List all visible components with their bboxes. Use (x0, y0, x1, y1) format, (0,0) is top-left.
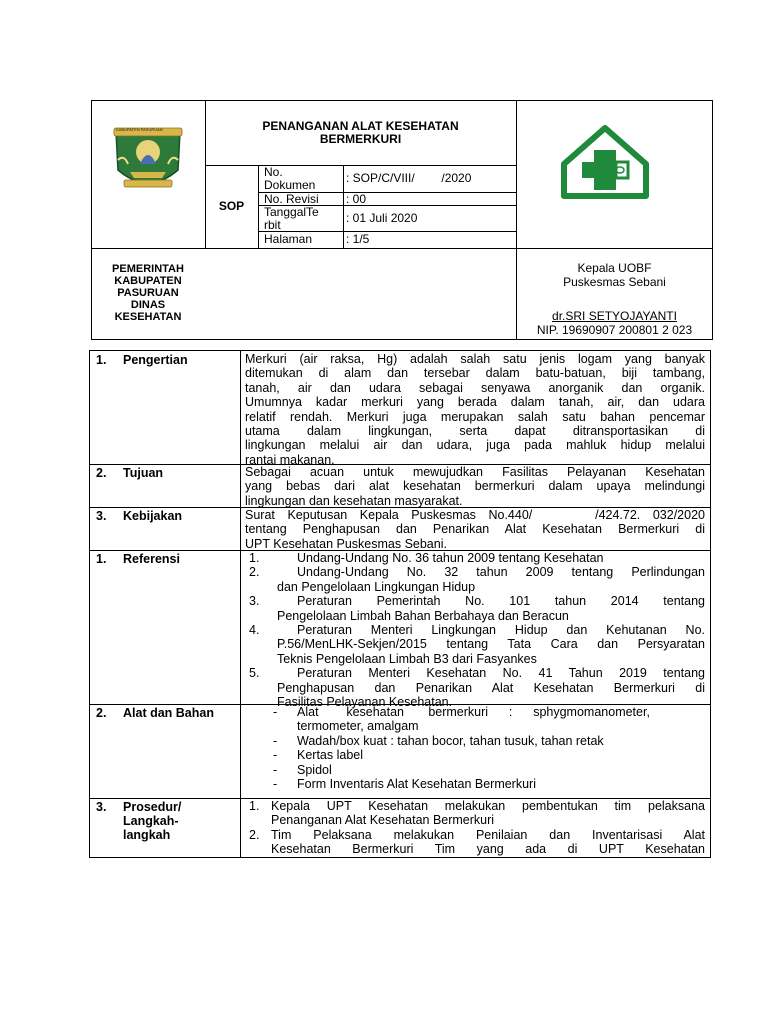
body-line: rantai makanan. (245, 452, 335, 467)
signatory-name: dr.SRI SETYOJAYANTI (552, 309, 677, 323)
dash-bullet: - (273, 705, 278, 719)
list-item (245, 594, 705, 623)
section-number: 1. (96, 353, 107, 367)
section-number: 3. (96, 509, 107, 523)
body-line: Penanganan Alat Kesehatan Bermerkuri (271, 813, 495, 828)
body-line: Fasilitas Pelayanan Kesehatan. (277, 695, 453, 710)
org-line: DINAS (130, 299, 166, 311)
section-body-tujuan (245, 465, 705, 508)
body-line: Peraturan Menteri Kesehatan No. 41 Tahun 2019 tentang (297, 666, 705, 681)
section-number: 2. (96, 706, 107, 720)
list-item (245, 799, 705, 828)
label-line: Prosedur/ (123, 800, 182, 814)
field-label (264, 206, 319, 232)
list-item (245, 777, 705, 791)
org-line: PASURUAN (117, 287, 179, 299)
body-line: Sebagai acuan untuk mewujudkan Fasilitas Pelayanan Kesehatan (245, 465, 705, 479)
label-line: Langkah- (123, 814, 179, 828)
body-line: Alat kesehatan bermerkuri : sphygmomanometer, (297, 705, 650, 719)
body-line: dan Pengelolaan Lingkungan Hidup (277, 579, 476, 594)
body-line: Teknis Pengelolaan Limbah B3 dari Fasyankes (277, 651, 537, 666)
signatory-title-line: Kepala UOBF (577, 261, 652, 275)
label-line: langkah (123, 828, 171, 842)
column-divider (240, 351, 241, 857)
section-label-prosedur (123, 800, 181, 842)
body-line: Tim Pelaksana melakukan Penilaian dan Inventarisasi Alat (271, 827, 705, 842)
section-label-pengertian: Pengertian (123, 353, 188, 367)
body-line: Peraturan Pemerintah No. 101 tahun 2014 tentang (297, 594, 705, 609)
signatory-title-line: Puskesmas Sebani (563, 275, 666, 289)
dash-bullet: - (273, 733, 278, 748)
list-item (245, 565, 705, 594)
green-cross-health-logo-icon (560, 124, 650, 200)
body-line: utama dalam lingkungan, serta dapat ditransportasikan di (245, 424, 705, 439)
body-line: Spidol (297, 762, 332, 777)
org-line: KABUPATEN (114, 275, 182, 287)
body-line: Pengelolaan Limbah Bahan Berbahaya dan Beracun (277, 608, 569, 623)
header-divider (91, 248, 713, 249)
section-label-alat-dan-bahan: Alat dan Bahan (123, 706, 214, 720)
section-number: 3. (96, 800, 107, 814)
org-line: PEMERINTAH (112, 263, 184, 275)
sop-title-line: PENANGANAN ALAT KESEHATAN (262, 119, 459, 133)
list-number: 2. (249, 827, 260, 842)
body-line: Surat Keputusan Kepala Puskesmas No.440/ /424.72. 032/2020 (245, 508, 705, 522)
dash-bullet: - (273, 762, 278, 777)
org-line: KESEHATAN (114, 311, 182, 323)
body-line: relatif rendah. Merkuri juga merupakan salah satu bahan pencemar (245, 409, 705, 424)
body-line: UPT Kesehatan Puskesmas Sebani. (245, 536, 447, 551)
header-divider (343, 165, 344, 248)
field-label-line: No. (264, 165, 283, 179)
body-line: Wadah/box kuat : tahan bocor, tahan tusuk, tahan retak (297, 733, 604, 748)
list-number: 3. (249, 594, 260, 609)
body-line: P.56/MenLHK-Sekjen/2015 tentang Tata Cara dan Persyaratan (277, 637, 705, 652)
body-line: Kesehatan Bermerkuri Tim yang ada di UPT Kesehatan (271, 842, 705, 857)
dash-bullet: - (273, 748, 278, 763)
body-line: tentang Penghapusan dan Penarikan Alat Kesehatan Bermerkuri di (245, 522, 705, 537)
list-item (245, 551, 705, 565)
list-item (245, 705, 705, 734)
body-line: lingkungan dan kesehatan masyarakat. (245, 493, 463, 508)
header-divider (516, 100, 517, 340)
list-item (245, 763, 705, 777)
list-number: 1. (249, 799, 260, 813)
list-number: 5. (249, 666, 260, 681)
reference-list (245, 551, 705, 709)
body-line: Kepala UPT Kesehatan melakukan pembentukan tim pelaksana (271, 799, 705, 813)
section-number: 2. (96, 466, 107, 480)
body-line: yang bebas dari alat kesehatan bermerkuri dalam upaya melindungi (245, 479, 705, 494)
list-number: 2. (249, 565, 260, 580)
sop-label: SOP (218, 199, 245, 213)
list-item (245, 734, 705, 748)
section-body-kebijakan (245, 508, 705, 551)
left-logo-text: KABUPATEN PASURUAN (116, 127, 163, 132)
field-label (264, 166, 315, 192)
body-line: Umumnya kadar merkuri yang berada dalam tanah, air, dan udara (245, 395, 705, 410)
body-line: Kertas label (297, 748, 364, 763)
body-line: Form Inventaris Alat Kesehatan Bermerkuri (297, 777, 536, 792)
section-body-pengertian (245, 352, 705, 467)
sop-title-line: BERMERKURI (319, 132, 402, 146)
section-label-tujuan: Tujuan (123, 466, 164, 480)
section-label-referensi: Referensi (123, 552, 180, 566)
header-divider (205, 165, 516, 166)
field-label-line: Dokumen (264, 178, 316, 192)
list-number: 4. (249, 623, 260, 638)
section-label-kebijakan: Kebijakan (123, 509, 183, 523)
body-line: tanah, air dan udara sebagai senyawa anorganik dan organik. (245, 380, 705, 395)
field-label-line: rbit (264, 218, 281, 232)
field-label-line: TanggalTe (264, 205, 319, 219)
header-divider (258, 165, 259, 248)
body-line: Peraturan Menteri Lingkungan Hidup dan Kehutanan No. (297, 623, 705, 638)
list-number: 1. (249, 551, 260, 565)
signatory-title (516, 261, 713, 289)
list-item (245, 623, 705, 666)
list-item (245, 666, 705, 709)
body-line: Undang-Undang No. 36 tahun 2009 tentang Kesehatan (297, 551, 604, 565)
field-value-page: : 1/5 (346, 232, 370, 246)
signatory-nip: NIP. 19690907 200801 2 023 (536, 323, 693, 337)
dash-bullet: - (273, 777, 278, 792)
procedure-list (245, 799, 705, 857)
body-line: Merkuri (air raksa, Hg) adalah salah satu jenis logam yang banyak (245, 352, 705, 366)
body-line: Undang-Undang No. 32 tahun 2009 tentang Perlindungan (297, 565, 705, 580)
sop-title (205, 120, 516, 146)
field-value-date: : 01 Juli 2020 (346, 211, 418, 225)
section-number: 1. (96, 552, 107, 566)
materials-list (245, 705, 705, 791)
body-line: ditemukan di alam dan tersebar dalam batu-batuan, biji tambang, (245, 366, 705, 381)
field-value-revision: : 00 (346, 192, 367, 206)
body-line: termometer, amalgam (297, 719, 419, 734)
body-line: lingkungan melalui air dan udara, juga pada mahluk hidup melalui (245, 438, 705, 453)
field-label: No. Revisi (264, 192, 319, 206)
body-line: Penghapusan dan Penarikan Alat Kesehatan Bermerkuri di (277, 680, 705, 695)
regency-coat-of-arms-icon (110, 124, 186, 196)
organization-name (91, 263, 205, 323)
list-item (245, 828, 705, 857)
field-label: Halaman (264, 232, 313, 246)
sop-content-table (89, 350, 711, 858)
field-value-document-number: : SOP/C/VIII/ /2020 (346, 171, 472, 185)
list-item (245, 748, 705, 762)
